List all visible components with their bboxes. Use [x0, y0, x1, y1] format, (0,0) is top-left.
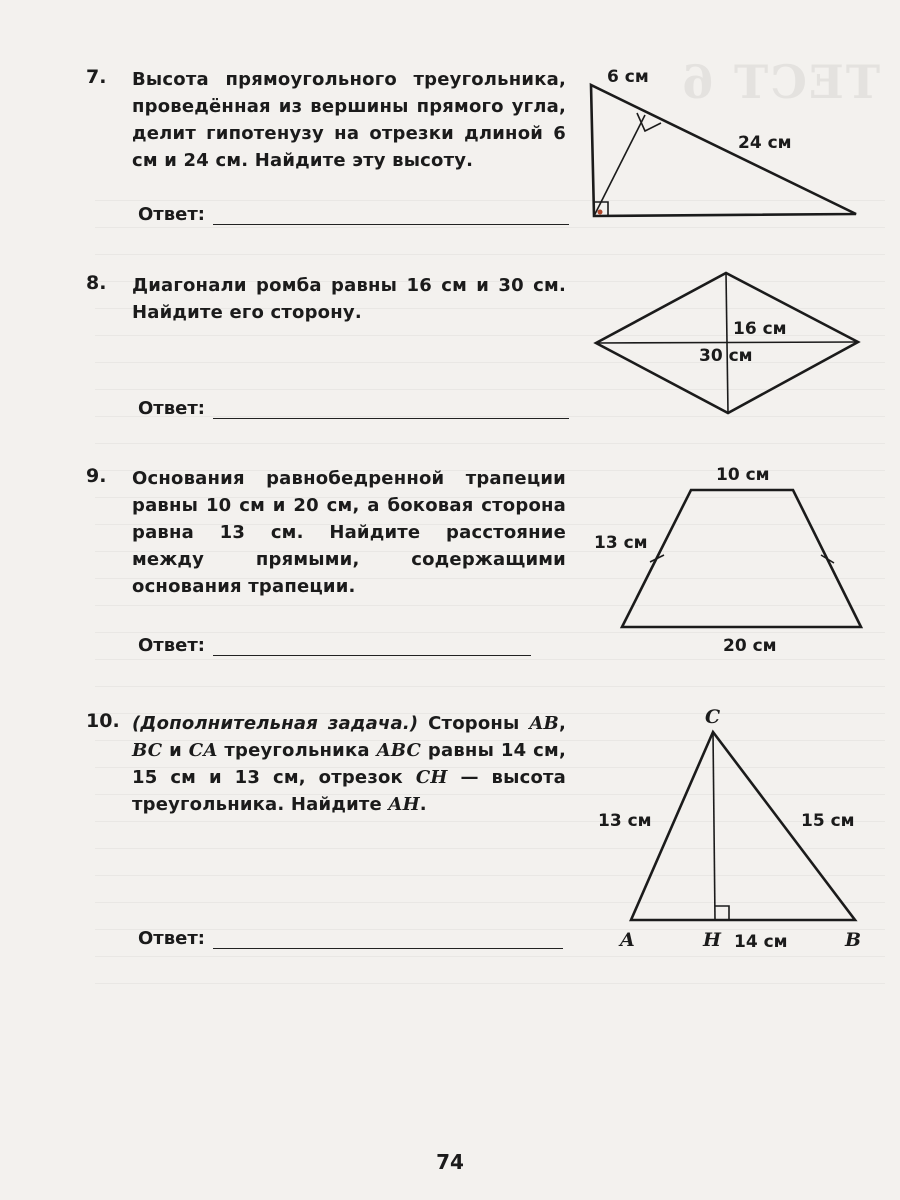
figure-7-right-triangle	[591, 67, 856, 216]
foot-h-label: H	[703, 929, 721, 951]
problem-text: Диагонали ромба равны 16 см и 30 см. Найдите его сторону.	[132, 275, 566, 323]
label-6cm: 6 см	[607, 67, 649, 87]
label-24cm: 24 см	[738, 133, 792, 153]
problem-number: 9.	[86, 465, 107, 487]
short-diagonal	[726, 273, 728, 413]
vertex-c-label: C	[705, 706, 721, 728]
bleed-through-title: ТЕСТ 6	[679, 55, 880, 109]
figure-10-triangle-abc	[598, 706, 861, 952]
problem-number: 7.	[86, 66, 107, 88]
answer-label: Ответ:	[138, 204, 205, 225]
problem-number: 10.	[86, 710, 120, 732]
vertex-dot	[598, 210, 603, 215]
problem-text: Высота прямоугольного треугольника, проведённая из вершины прямого угла, делит гипотенузу на отрезки длиной 6 см и 24 см. Найдите эту высоту.	[132, 69, 566, 171]
label-30cm: 30 см	[699, 346, 753, 366]
right-angle-mark	[715, 906, 729, 920]
figure-9-trapezoid	[594, 465, 861, 656]
answer-label: Ответ:	[138, 635, 205, 656]
extra-task-note: (Дополнительная задача.)	[132, 713, 419, 734]
label-16cm: 16 см	[733, 319, 787, 339]
altitude-line	[594, 115, 645, 216]
label-20cm: 20 см	[723, 636, 777, 656]
answer-label: Ответ:	[138, 928, 205, 949]
altitude-ch	[713, 732, 715, 920]
problem-text: Основания равнобедренной трапеции равны 10 см и 20 см, а боковая сторона равна 13 см. Найдите расстояние между прямыми, содержащими основания трапеции.	[132, 468, 566, 597]
label-13cm: 13 см	[598, 811, 652, 831]
label-13cm: 13 см	[594, 533, 648, 553]
problem-text: (Дополнительная задача.) Стороны AB, BC и CA треугольника ABC равны 14 см, 15 см и 13 см, отрезок CH — высота треугольника. Найдите AH.	[132, 713, 567, 815]
triangle-outline	[591, 85, 856, 216]
page-number: 74	[436, 1150, 464, 1174]
right-angle-mark	[637, 113, 661, 131]
answer-label: Ответ:	[138, 398, 205, 419]
label-14cm: 14 см	[734, 932, 788, 952]
figure-8-rhombus	[596, 273, 858, 413]
label-10cm: 10 см	[716, 465, 770, 485]
problem-number: 8.	[86, 272, 107, 294]
vertex-a-label: A	[620, 929, 635, 951]
vertex-b-label: B	[845, 929, 862, 951]
label-15cm: 15 см	[801, 811, 855, 831]
